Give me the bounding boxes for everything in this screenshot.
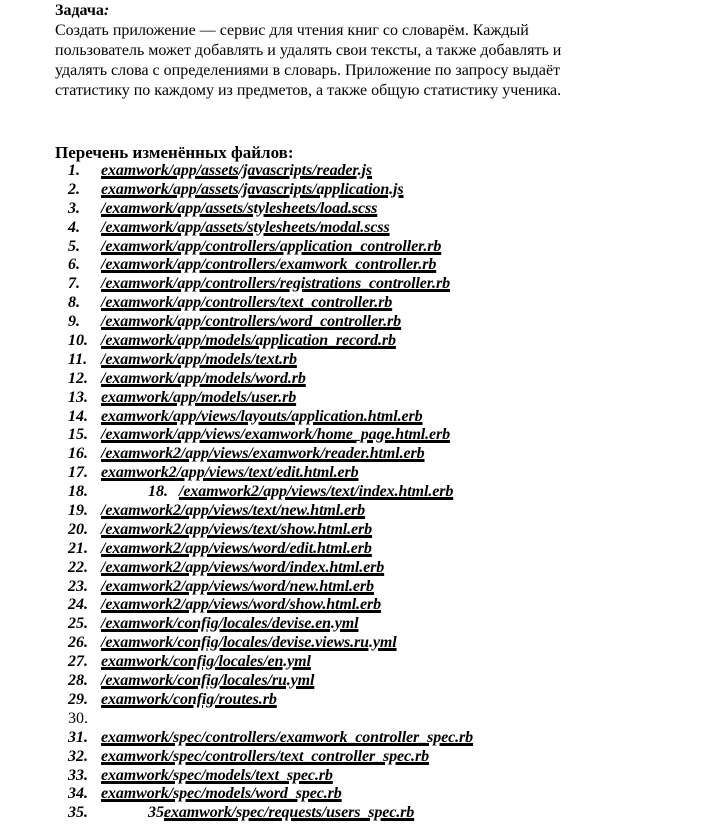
- file-list-item: [0, 540, 727, 559]
- list-number: 13.: [68, 388, 88, 406]
- list-number: 4.: [68, 218, 80, 236]
- list-number: 16.: [68, 445, 88, 463]
- file-path-link[interactable]: /examwork2/app/views/text/show.html.erb: [101, 520, 373, 538]
- list-number: 22.: [68, 558, 88, 576]
- file-path-link[interactable]: /examwork2/app/views/examwork/reader.html.erb: [101, 445, 425, 463]
- list-number: 17.: [68, 464, 88, 482]
- file-list-item: [0, 162, 727, 181]
- file-list-item: [0, 370, 727, 389]
- list-number: 20.: [68, 520, 88, 538]
- file-list-item: [0, 256, 727, 275]
- list-number: 23.: [68, 577, 88, 595]
- list-number: 35.: [68, 804, 88, 822]
- file-path-link[interactable]: /examwork/app/models/word.rb: [101, 369, 306, 387]
- file-list-item: [0, 710, 727, 729]
- file-path-link[interactable]: /examwork/app/models/application_record.rb: [101, 332, 396, 350]
- list-number: 30.: [68, 709, 88, 727]
- file-list-item: [0, 219, 727, 238]
- list-number: 19.: [68, 502, 88, 520]
- file-list-item: [0, 408, 727, 427]
- list-number: 31.: [68, 728, 88, 746]
- list-number: 5.: [68, 237, 80, 255]
- list-number: 32.: [68, 747, 88, 765]
- file-path-link[interactable]: examwork/spec/models/text_spec.rb: [101, 766, 333, 784]
- list-number: 8.: [68, 294, 80, 312]
- file-path-link[interactable]: examwork/spec/controllers/examwork_controller_spec.rb: [101, 728, 474, 746]
- file-path-link[interactable]: examwork/app/views/layouts/application.html.erb: [101, 407, 423, 425]
- file-list-item: [0, 483, 727, 502]
- file-path-link[interactable]: /examwork/app/assets/stylesheets/load.scss: [101, 199, 378, 217]
- file-path-link[interactable]: /examwork/app/controllers/examwork_controller.rb: [101, 256, 437, 274]
- file-path-link[interactable]: /examwork/app/controllers/word_controller.rb: [101, 313, 402, 331]
- file-list-item: [0, 748, 727, 767]
- list-number: 21.: [68, 539, 88, 557]
- list-number: 28.: [68, 672, 88, 690]
- list-number: 24.: [68, 596, 88, 614]
- file-path-link[interactable]: examwork/config/routes.rb: [101, 690, 277, 708]
- file-path-link[interactable]: /examwork/app/assets/stylesheets/modal.scss: [101, 218, 390, 236]
- file-list-item: [0, 578, 727, 597]
- list-number: 3.: [68, 199, 80, 217]
- file-list-item: [0, 332, 727, 351]
- file-list-item: [0, 389, 727, 408]
- file-path-link[interactable]: /examwork/app/models/text.rb: [101, 350, 297, 368]
- list-number: 9.: [68, 313, 80, 331]
- file-list-item: [0, 672, 727, 691]
- file-path-link[interactable]: /examwork/app/views/examwork/home_page.html.erb: [101, 426, 451, 444]
- file-list-item: [0, 200, 727, 219]
- list-number: 7.: [68, 275, 80, 293]
- list-number: 12.: [68, 369, 88, 387]
- files-heading: Перечень изменённых файлов:: [55, 143, 294, 162]
- file-path-link[interactable]: /examwork/config/locales/ru.yml: [101, 672, 315, 690]
- list-number: 11.: [68, 350, 88, 368]
- file-path-link[interactable]: examwork2/app/views/text/edit.html.erb: [101, 464, 359, 482]
- file-list-item: [0, 238, 727, 257]
- list-number: 6.: [68, 256, 80, 274]
- file-list-item: [0, 596, 727, 615]
- file-path-link[interactable]: /examwork2/app/views/word/new.html.erb: [101, 577, 374, 595]
- file-list-item: [0, 804, 727, 823]
- file-path-link[interactable]: examwork/app/assets/javascripts/reader.js: [101, 162, 373, 179]
- inner-list-number: 18.: [148, 483, 168, 501]
- list-number: 29.: [68, 690, 88, 708]
- file-path-link[interactable]: /examwork/config/locales/devise.en.yml: [101, 615, 359, 633]
- file-path-link[interactable]: /examwork/config/locales/devise.views.ru.yml: [101, 634, 397, 652]
- list-number: 33.: [68, 766, 88, 784]
- file-path-link[interactable]: /examwork/app/controllers/registrations_controller.rb: [101, 275, 450, 293]
- list-number: 18.: [68, 483, 88, 501]
- list-number: 25.: [68, 615, 88, 633]
- file-list-item: [0, 275, 727, 294]
- file-list-item: [0, 464, 727, 483]
- file-list-item: [0, 615, 727, 634]
- file-list-item: [0, 785, 727, 804]
- task-heading: [55, 1, 109, 20]
- task-description: Создать приложение — сервис для чтения книг со словарём. Каждый пользователь может добавлять и удалять свои тексты, а также добавлять и удалять слова с определениями в словарь. Приложение по запросу выдаёт статистику по каждому из предметов, а также общую статистику ученика.: [55, 22, 562, 99]
- file-path-link[interactable]: examwork/spec/models/word_spec.rb: [101, 785, 342, 803]
- file-list-item: [0, 294, 727, 313]
- file-path-link[interactable]: /examwork2/app/views/word/index.html.erb: [101, 558, 385, 576]
- file-list-item: [0, 502, 727, 521]
- inner-list-number: 35.: [148, 804, 168, 822]
- file-path-link[interactable]: /examwork2/app/views/word/show.html.erb: [101, 596, 381, 614]
- file-path-link[interactable]: /examwork/app/controllers/text_controller.rb: [101, 294, 393, 312]
- file-path-link[interactable]: examwork/spec/controllers/text_controller_spec.rb: [101, 747, 429, 765]
- file-path-link[interactable]: /examwork2/app/views/text/new.html.erb: [101, 502, 366, 520]
- file-list-item: [0, 181, 727, 200]
- file-list-item: [0, 634, 727, 653]
- file-path-link[interactable]: /examwork/app/controllers/application_controller.rb: [101, 237, 442, 255]
- file-list-item: [0, 653, 727, 672]
- file-list-item: [0, 445, 727, 464]
- file-list-item: [0, 729, 727, 748]
- file-list-item: [0, 351, 727, 370]
- list-number: 1.: [68, 162, 80, 179]
- task-heading-colon: :: [103, 2, 110, 19]
- file-path-link[interactable]: examwork/app/assets/javascripts/application.js: [101, 180, 404, 198]
- list-number: 15.: [68, 426, 88, 444]
- file-list-item: [0, 521, 727, 540]
- file-list: [0, 162, 727, 823]
- task-heading-text: Задача: [55, 2, 104, 19]
- file-path-link[interactable]: /examwork2/app/views/word/edit.html.erb: [101, 539, 372, 557]
- list-number: 2.: [68, 180, 80, 198]
- file-list-item: [0, 426, 727, 445]
- list-number: 26.: [68, 634, 88, 652]
- list-number: 34.: [68, 785, 88, 803]
- file-list-item: [0, 313, 727, 332]
- file-path-link[interactable]: /examwork2/app/views/text/index.html.erb: [179, 483, 454, 501]
- file-list-item: [0, 691, 727, 710]
- file-list-item: [0, 559, 727, 578]
- file-path-link[interactable]: examwork/app/models/user.rb: [101, 388, 297, 406]
- list-number: 14.: [68, 407, 88, 425]
- file-list-item: [0, 767, 727, 786]
- file-path-link[interactable]: examwork/config/locales/en.yml: [101, 653, 311, 671]
- list-number: 27.: [68, 653, 88, 671]
- list-number: 10.: [68, 332, 88, 350]
- file-path-link[interactable]: examwork/spec/requests/users_spec.rb: [164, 804, 415, 822]
